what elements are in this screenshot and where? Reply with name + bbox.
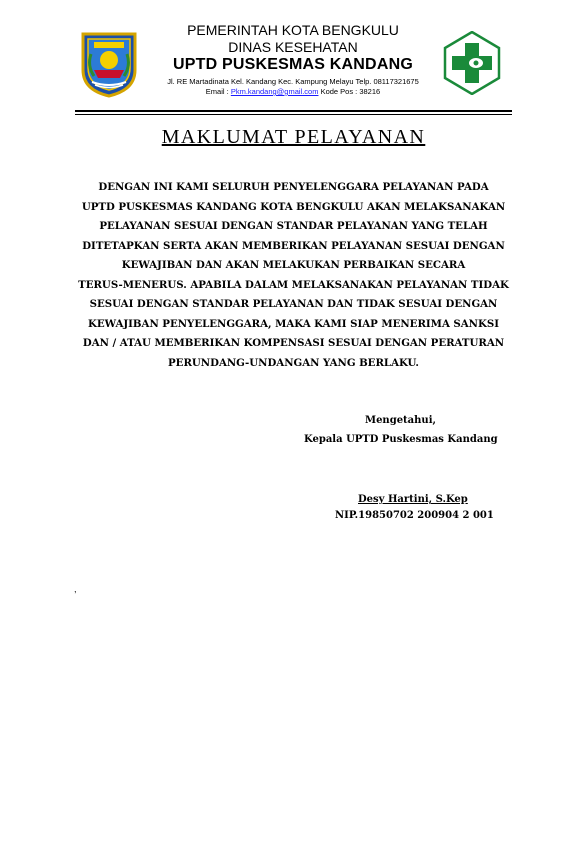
service-statement [75,178,512,373]
statement-line: PELAYANAN SESUAI DENGAN STANDAR PELAYANAN YANG TELAH [99,220,488,232]
signatory-role: Kepala UPTD Puskesmas Kandang [304,434,498,445]
institution-address: Jl. RE Martadinata Kel. Kandang Kec. Kampung Melayu Telp. 08117321675 [167,77,419,86]
statement-line: PERUNDANG-UNDANGAN YANG BERLAKU. [168,356,419,369]
email-link[interactable]: Pkm.kandang@gmail.com [230,87,319,96]
header-divider-thick [75,110,512,112]
document-title: MAKLUMAT PELAYANAN [161,126,426,148]
statement-line: UPTD PUSKESMAS KANDANG KOTA BENGKULU AKAN MELAKSANAKAN [81,200,506,213]
contact-line [140,87,446,96]
statement-line: DENGAN INI KAMI SELURUH PENYELENGGARA PELAYANAN PADA [98,181,489,193]
health-cross-icon [443,31,501,95]
signatory-nip: NIP.19850702 200904 2 001 [335,510,494,521]
acknowledged-label: Mengetahui, [365,415,436,426]
signatory-name: Desy Hartini, S.Kep [358,494,468,505]
institution-name: UPTD PUSKESMAS KANDANG [173,56,413,73]
statement-line: DAN / ATAU MEMBERIKAN KOMPENSASI SESUAI DENGAN PERATURAN [82,337,505,349]
government-name: PEMERINTAH KOTA BENGKULU [187,22,399,38]
stray-mark: , [74,584,77,594]
email-label: Email : [205,87,229,96]
city-emblem-icon [80,30,138,98]
postal-code: Kode Pos : 38216 [320,87,381,96]
statement-line: SESUAI DENGAN STANDAR PELAYANAN DAN TIDAK SESUAI DENGAN [89,298,498,310]
statement-line: DITETAPKAN SERTA AKAN MEMBERIKAN PELAYANAN SESUAI DENGAN [82,239,505,252]
statement-line: KEWAJIBAN PENYELENGGARA, MAKA KAMI SIAP MENERIMA SANKSI [88,317,499,330]
statement-line: KEWAJIBAN DAN AKAN MELAKUKAN PERBAIKAN SECARA [121,259,466,271]
department-name: DINAS KESEHATAN [228,39,358,55]
statement-line: TERUS-MENERUS. APABILA DALAM MELAKSANAKAN PELAYANAN TIDAK [78,278,509,291]
header-divider-thin [75,114,512,115]
